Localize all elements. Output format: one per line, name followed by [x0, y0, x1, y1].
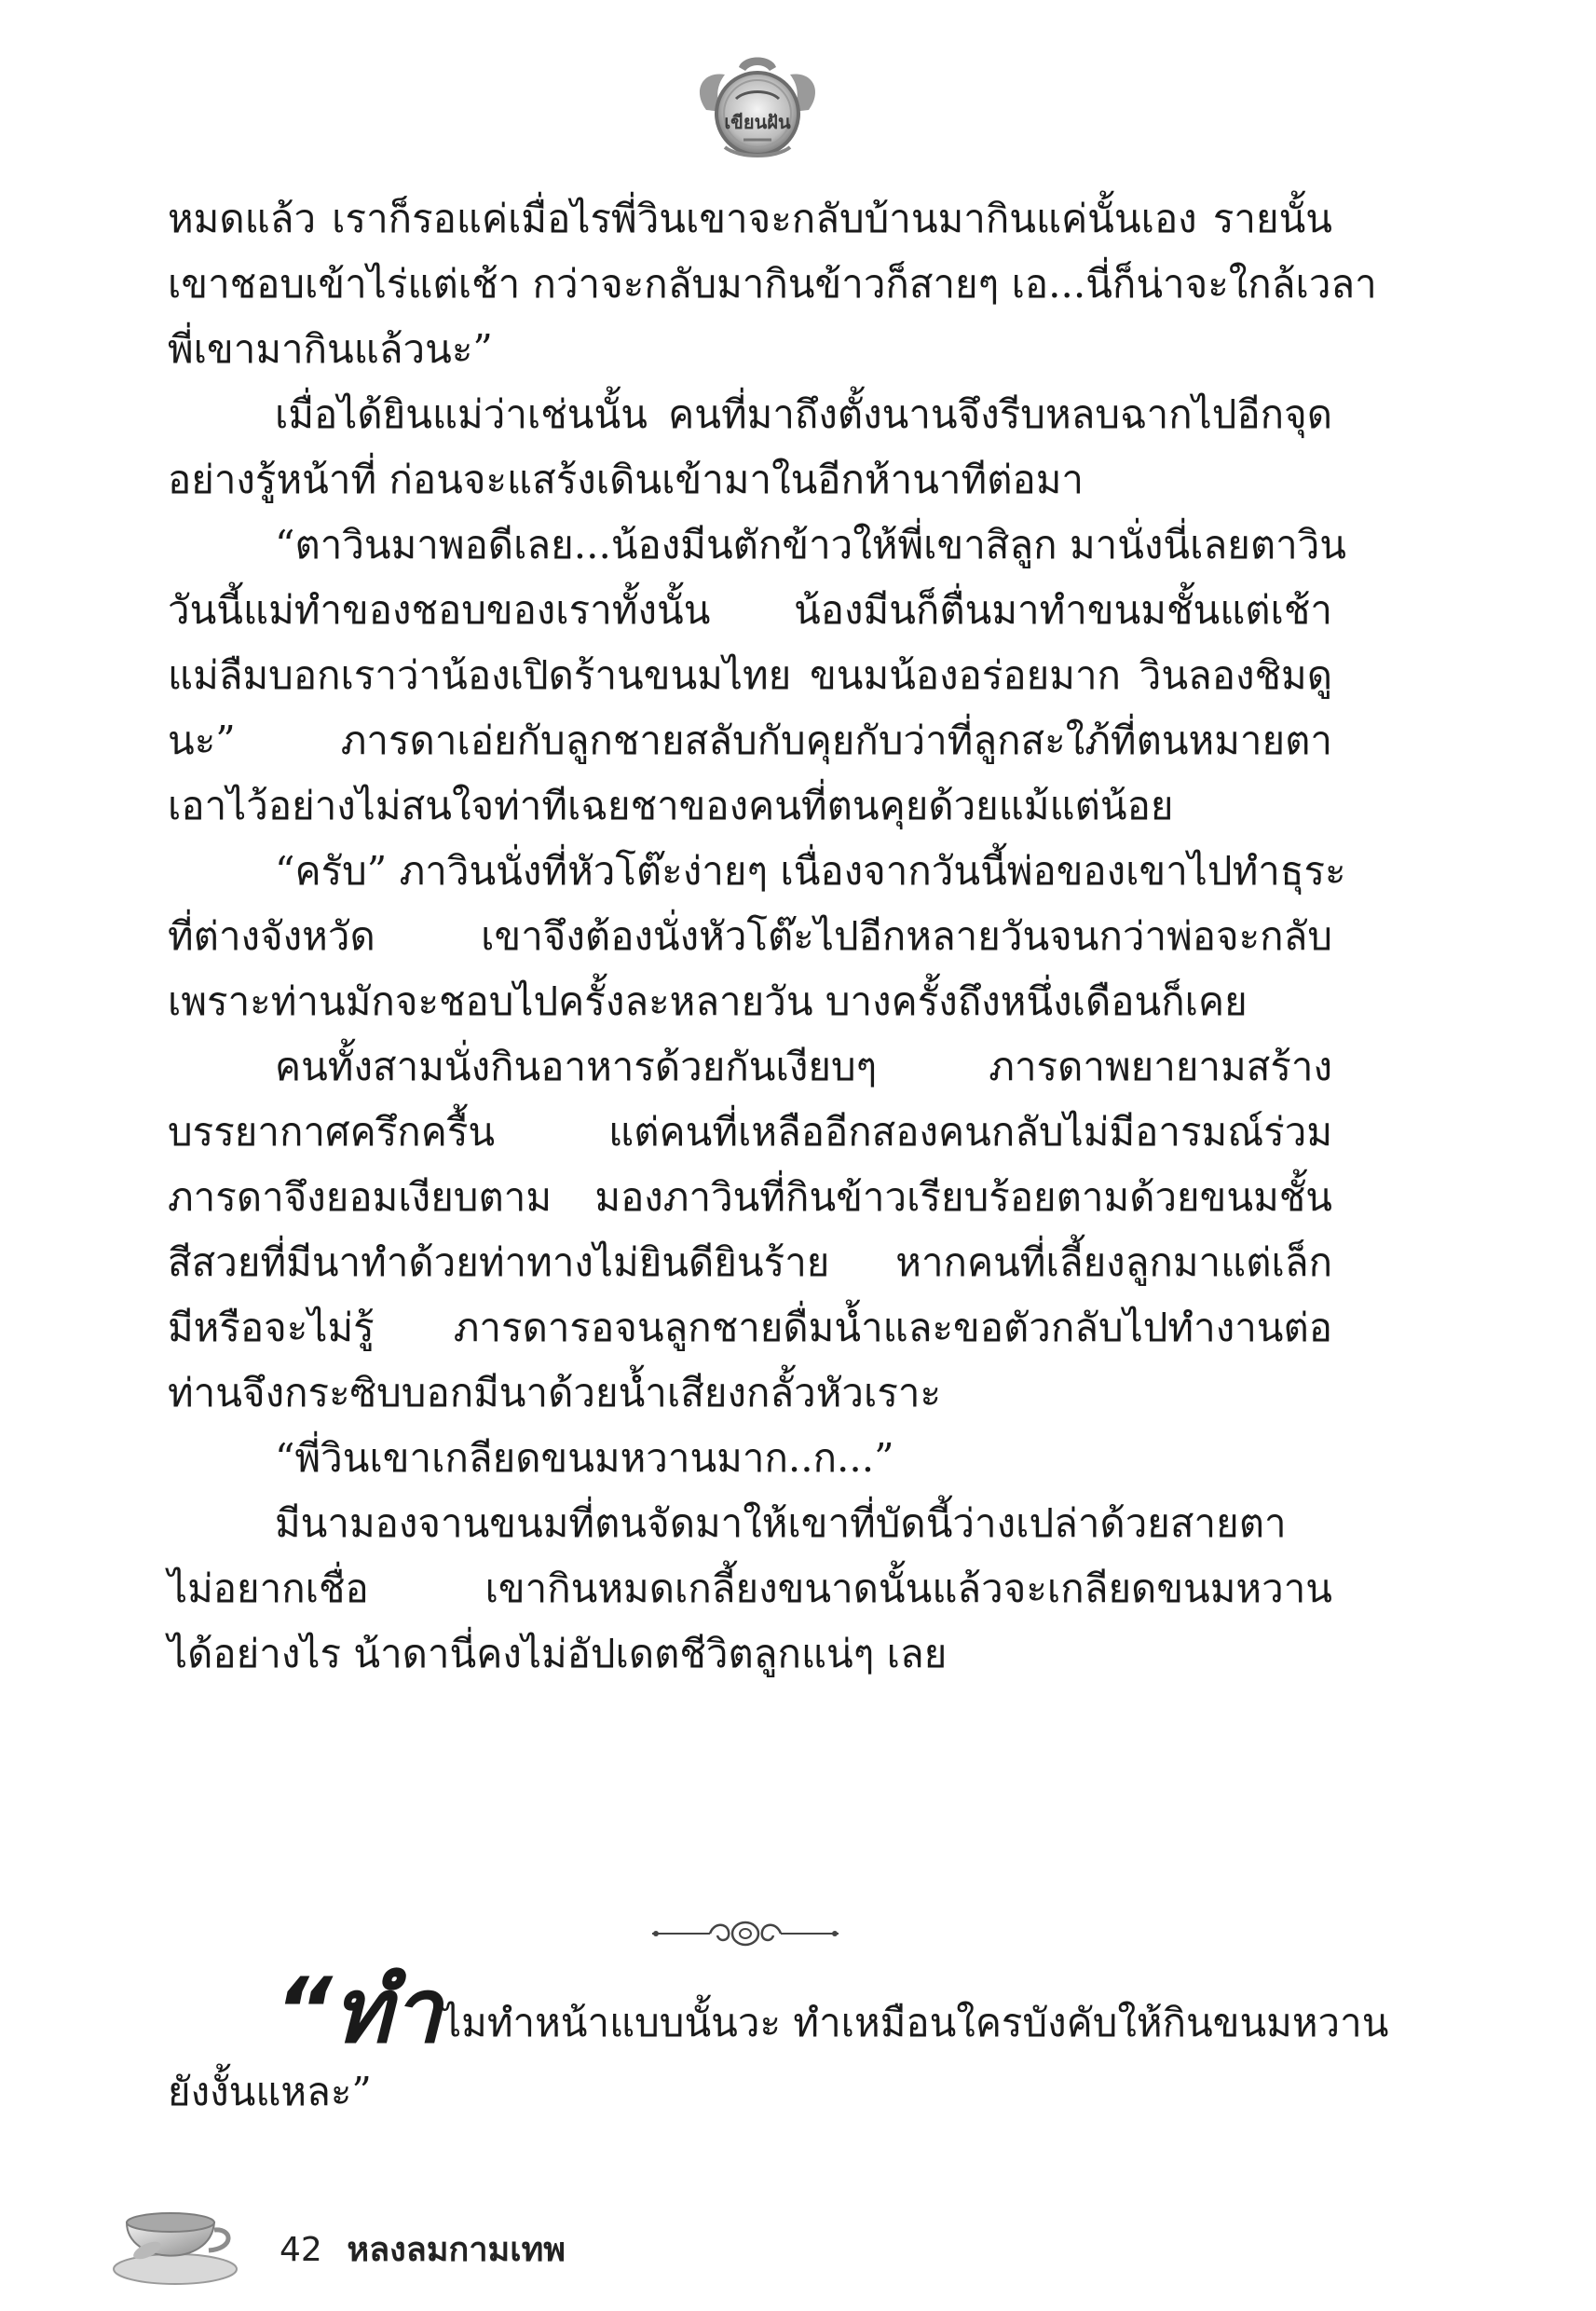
text-line: วันนี้แม่ทำของชอบของเราทั้งนั้น น้องมีนก็ตื่นมาทำขนมชั้นแต่เช้า — [168, 587, 1332, 633]
section-first-line — [168, 1959, 1389, 2063]
text-line: ภารดาจึงยอมเงียบตาม มองภาวินที่กินข้าวเรียบร้อยตามด้วยขนมชั้น — [168, 1174, 1332, 1220]
publisher-logo-icon — [688, 54, 827, 164]
text-line: คนทั้งสามนั่งกินอาหารด้วยกันเงียบๆ ภารดาพยายามสร้าง — [275, 1044, 1332, 1089]
text-line: ไม่อยากเชื่อ เขากินหมดเกลี้ยงขนาดนั้นแล้วจะเกลียดขนมหวาน — [168, 1566, 1332, 1611]
text-line: ได้อย่างไร น้าดานี่คงไม่อัปเดตชีวิตลูกแน่ๆ เลย — [168, 1631, 948, 1676]
text-line: มีนามองจานขนมที่ตนจัดมาให้เขาที่บัดนี้ว่างเปล่าด้วยสายตา — [275, 1500, 1287, 1546]
section-divider-ornament — [652, 1915, 839, 1952]
text-line: นะ” ภารดาเอ่ยกับลูกชายสลับกับคุยกับว่าที่ลูกสะใภ้ที่ตนหมายตา — [168, 718, 1332, 763]
text-line: สีสวยที่มีนาทำด้วยท่าทางไม่ยินดียินร้าย หากคนที่เลี้ยงลูกมาแต่เล็ก — [168, 1239, 1332, 1285]
text-line: ที่ต่างจังหวัด เขาจึงต้องนั่งหัวโต๊ะไปอีกหลายวันจนกว่าพ่อจะกลับ — [168, 913, 1332, 959]
text-line: “พี่วินเขาเกลียดขนมหวานมาก..ก...” — [275, 1435, 894, 1481]
text-line: เขาชอบเข้าไร่แต่เช้า กว่าจะกลับมากินข้าวก็สายๆ เอ...นี่ก็น่าจะใกล้เวลา — [168, 261, 1377, 307]
new-section — [168, 1959, 1389, 2125]
section-line2: ยังงั้นแหละ” — [168, 2069, 372, 2114]
text-line: มีหรือจะไม่รู้ ภารดารอจนลูกชายดื่มน้ำและขอตัวกลับไปทำงานต่อ — [168, 1305, 1332, 1350]
body-text — [168, 186, 1377, 1687]
text-line: เมื่อได้ยินแม่ว่าเช่นนั้น คนที่มาถึงตั้งนานจึงรีบหลบฉากไปอีกจุด — [275, 391, 1332, 437]
text-line: พี่เขามากินแล้วนะ” — [168, 326, 493, 372]
text-line: อย่างรู้หน้าที่ ก่อนจะแสร้งเดินเข้ามาในอีกห้านาทีต่อมา — [168, 457, 1084, 502]
text-line: เพราะท่านมักจะชอบไปครั้งละหลายวัน บางครั้งถึงหนึ่งเดือนก็เคย — [168, 978, 1248, 1024]
text-line: เอาไว้อย่างไม่สนใจท่าทีเฉยชาของคนที่ตนคุยด้วยแม้แต่น้อย — [168, 783, 1174, 828]
text-line: บรรยากาศครึกครื้น แต่คนที่เหลืออีกสองคนกลับไม่มีอารมณ์ร่วม — [168, 1109, 1332, 1155]
text-line: “ตาวินมาพอดีเลย...น้องมีนตักข้าวให้พี่เขาสิลูก มานั่งนี่เลยตาวิน — [275, 522, 1346, 567]
text-line: “ครับ” ภาวินนั่งที่หัวโต๊ะง่ายๆ เนื่องจากวันนี้พ่อของเขาไปทำธุระ — [275, 848, 1346, 894]
page-number: 42 — [280, 2231, 322, 2269]
text-line: ท่านจึงกระซิบบอกมีนาด้วยน้ำเสียงกลั้วหัวเราะ — [168, 1370, 942, 1415]
text-line: หมดแล้ว เราก็รอแค่เมื่อไรพี่วินเขาจะกลับบ้านมากินแค่นั้นเอง รายนั้น — [168, 196, 1332, 241]
text-line: แม่ลืมบอกเราว่าน้องเปิดร้านขนมไทย ขนมน้องอร่อยมาก วินลองชิมดู — [168, 652, 1332, 698]
logo-text: เขียนฝัน — [724, 111, 791, 133]
teacup-icon — [110, 2195, 250, 2288]
opening-word: “ทำ — [275, 1959, 443, 2063]
page-footer — [280, 2222, 566, 2276]
book-title: หลงลมกามเทพ — [347, 2231, 566, 2269]
section-line1-text: ไมทำหน้าแบบนั้นวะ ทำเหมือนใครบังคับให้กินขนมหวาน — [442, 2000, 1389, 2045]
